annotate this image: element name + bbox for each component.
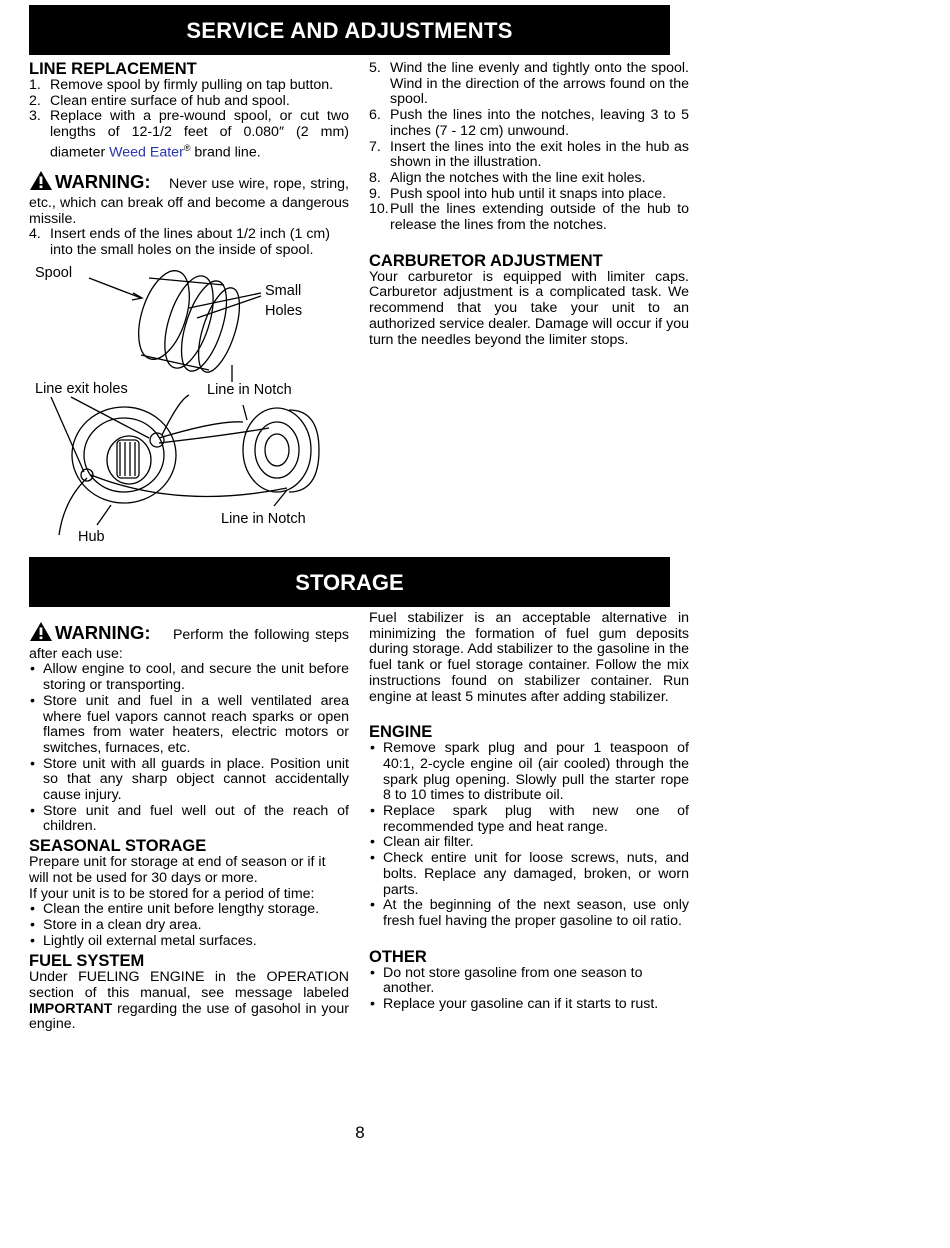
section-banner-title: STORAGE: [295, 570, 404, 595]
seasonal-paragraph-1: Prepare unit for storage at end of season or if it will not be used for 30 days or more.: [29, 854, 326, 886]
fuel-system-text-start: Under FUELING ENGINE in the OPERATION section of this manual, see message labeled: [29, 969, 349, 1002]
list-item: [369, 171, 689, 187]
fuel-system-important: IMPORTANT: [29, 1000, 113, 1017]
line-replacement-heading: LINE REPLACEMENT: [29, 60, 197, 78]
list-item: • Replace spark plug with new one of recommended type and heat range.: [369, 804, 689, 835]
list-item: • Clean the entire unit before lengthy storage.: [29, 902, 349, 918]
fuel-system-text: [29, 970, 349, 1033]
list-item: • Clean air filter.: [369, 835, 689, 851]
list-item: [369, 108, 689, 139]
list-item: [369, 187, 689, 203]
step-text: Replace with a pre-wound spool, or cut two lengths of 12-1/2 feet of 0.080″ (2 mm) diameter: [50, 108, 349, 161]
list-item: [29, 94, 349, 110]
storage-right-column: [369, 611, 689, 1013]
page-number: 8: [355, 1123, 365, 1142]
warning-label: WARNING:: [55, 622, 151, 643]
step-text: Wind the line evenly and tightly onto the spool. Wind in the direction of the arrows found on the spool.: [390, 60, 689, 108]
step-number: 6.: [369, 107, 381, 124]
storage-left-column: [29, 621, 349, 1033]
storage-warning-block: [29, 621, 349, 662]
list-item: [29, 227, 349, 258]
warning-triangle-icon: [29, 170, 53, 196]
step-number: 7.: [369, 138, 381, 155]
step-text: Insert ends of the lines about 1/2 inch (1 cm) into the small holes on the inside of spool.: [50, 226, 330, 259]
other-heading: OTHER: [369, 947, 427, 966]
list-item: • Store unit with all guards in place. Position unit so that any sharp object cannot accidentally cause injury.: [29, 757, 349, 804]
list-item: • Remove spark plug and pour 1 teaspoon of 40:1, 2-cycle engine oil (air cooled) through the spark plug opening. Slowly pull the starter rope 8 to 10 times to distribute oil.: [369, 741, 689, 804]
label-small: Small: [265, 283, 302, 299]
list-item: • At the beginning of the next season, use only fresh fuel having the proper gasoline to oil ratio.: [369, 898, 689, 929]
step-text: Pull the lines extending outside of the hub to release the lines from the notches.: [390, 201, 689, 234]
list-item: [29, 109, 349, 161]
step-text: Push the lines into the notches, leaving 3 to 5 inches (7 - 12 cm) unwound.: [390, 107, 689, 139]
step-text: Remove spool by firmly pulling on tap button.: [50, 77, 334, 93]
list-item: • Check entire unit for loose screws, nuts, and bolts. Replace any damaged, broken, or worn parts.: [369, 851, 689, 898]
list-item: [29, 78, 349, 94]
list-item: [369, 140, 689, 171]
spool-diagram-drawing: [29, 260, 359, 550]
step-number: 8.: [369, 169, 381, 186]
warning-block: [29, 170, 349, 227]
engine-heading: ENGINE: [369, 723, 433, 742]
step-text: Clean entire surface of hub and spool.: [50, 92, 290, 109]
seasonal-paragraph-2: If your unit is to be stored for a period of time:: [29, 885, 315, 902]
warning-triangle-icon: [29, 621, 53, 647]
line-replacement-section: [29, 61, 349, 259]
label-line-in-notch-top: Line in Notch: [207, 382, 292, 398]
seasonal-storage-heading: SEASONAL STORAGE: [29, 837, 207, 856]
spool-hub-illustration: [29, 260, 359, 550]
seasonal-bullets: [29, 902, 349, 949]
line-steps-b: [29, 227, 349, 258]
section-banner-storage: [29, 557, 670, 607]
line-steps-c: [369, 61, 689, 234]
warning-label: WARNING:: [55, 171, 151, 193]
step-number: 1.: [29, 77, 41, 93]
fuel-system-text-end: regarding the use of gasohol in your engine.: [29, 1000, 349, 1033]
list-item: [369, 202, 689, 233]
step-number: 10.: [369, 201, 389, 218]
line-steps-a: [29, 78, 349, 161]
carburetor-heading: CARBURETOR ADJUSTMENT: [369, 251, 603, 270]
label-line-exit-holes: Line exit holes: [35, 381, 128, 397]
step-text: Push spool into hub until it snaps into place.: [390, 185, 667, 202]
fuel-system-heading: FUEL SYSTEM: [29, 952, 145, 971]
list-item: [369, 61, 689, 108]
list-item: • Do not store gasoline from one season to another.: [369, 966, 689, 997]
step-number: 5.: [369, 60, 381, 76]
step-number: 9.: [369, 185, 381, 202]
carburetor-text: Your carburetor is equipped with limiter caps. Carburetor adjustment is a complicated task. We recommend that you take your unit to an authorized service dealer. Damage will occur if you turn the needles beyond the limiter stops.: [369, 268, 689, 348]
list-item: • Replace your gasoline can if it starts to rust.: [369, 997, 689, 1013]
label-hub: Hub: [78, 529, 105, 545]
section-banner-title: SERVICE AND ADJUSTMENTS: [186, 18, 513, 43]
list-item: • Store unit and fuel in a well ventilated area where fuel vapors cannot reach sparks or open flames from water heaters, electric motors or switches, furnaces, etc.: [29, 694, 349, 757]
step-number: 3.: [29, 108, 41, 125]
label-holes: Holes: [265, 303, 303, 319]
label-spool: Spool: [35, 265, 73, 281]
step-text: Align the notches with the line exit holes.: [390, 169, 646, 186]
engine-bullets: [369, 741, 689, 929]
list-item: • Store unit and fuel well out of the reach of children.: [29, 804, 349, 835]
label-line-in-notch-bottom: Line in Notch: [221, 511, 306, 527]
list-item: • Allow engine to cool, and secure the unit before storing or transporting.: [29, 662, 349, 693]
registered-mark: ®: [183, 142, 191, 153]
brand-name: Weed Eater: [109, 144, 184, 161]
other-bullets: [369, 966, 689, 1013]
step-number: 2.: [29, 92, 41, 109]
warning-text: Never use wire, rope, string, etc., which can break off and become a dangerous missile.: [29, 176, 349, 227]
section-banner-service: [29, 5, 670, 55]
step-number: 4.: [29, 226, 41, 243]
storage-bullets: [29, 662, 349, 835]
line-replacement-continued: [369, 61, 689, 348]
step-text: brand line.: [190, 144, 261, 161]
step-text: Insert the lines into the exit holes in the hub as shown in the illustration.: [390, 138, 689, 171]
warning-text: Perform the following steps after each use:: [29, 627, 349, 662]
fuel-stabilizer-text: Fuel stabilizer is an acceptable alternative in minimizing the formation of fuel gum deposits during storage. Add stabilizer to the gasoline in the fuel tank or fuel storage container. Follow the mix instructions found on stabilizer container. Run engine at least 5 minutes after adding stabilizer.: [369, 610, 689, 705]
list-item: • Lightly oil external metal surfaces.: [29, 934, 349, 950]
list-item: • Store in a clean dry area.: [29, 918, 349, 934]
